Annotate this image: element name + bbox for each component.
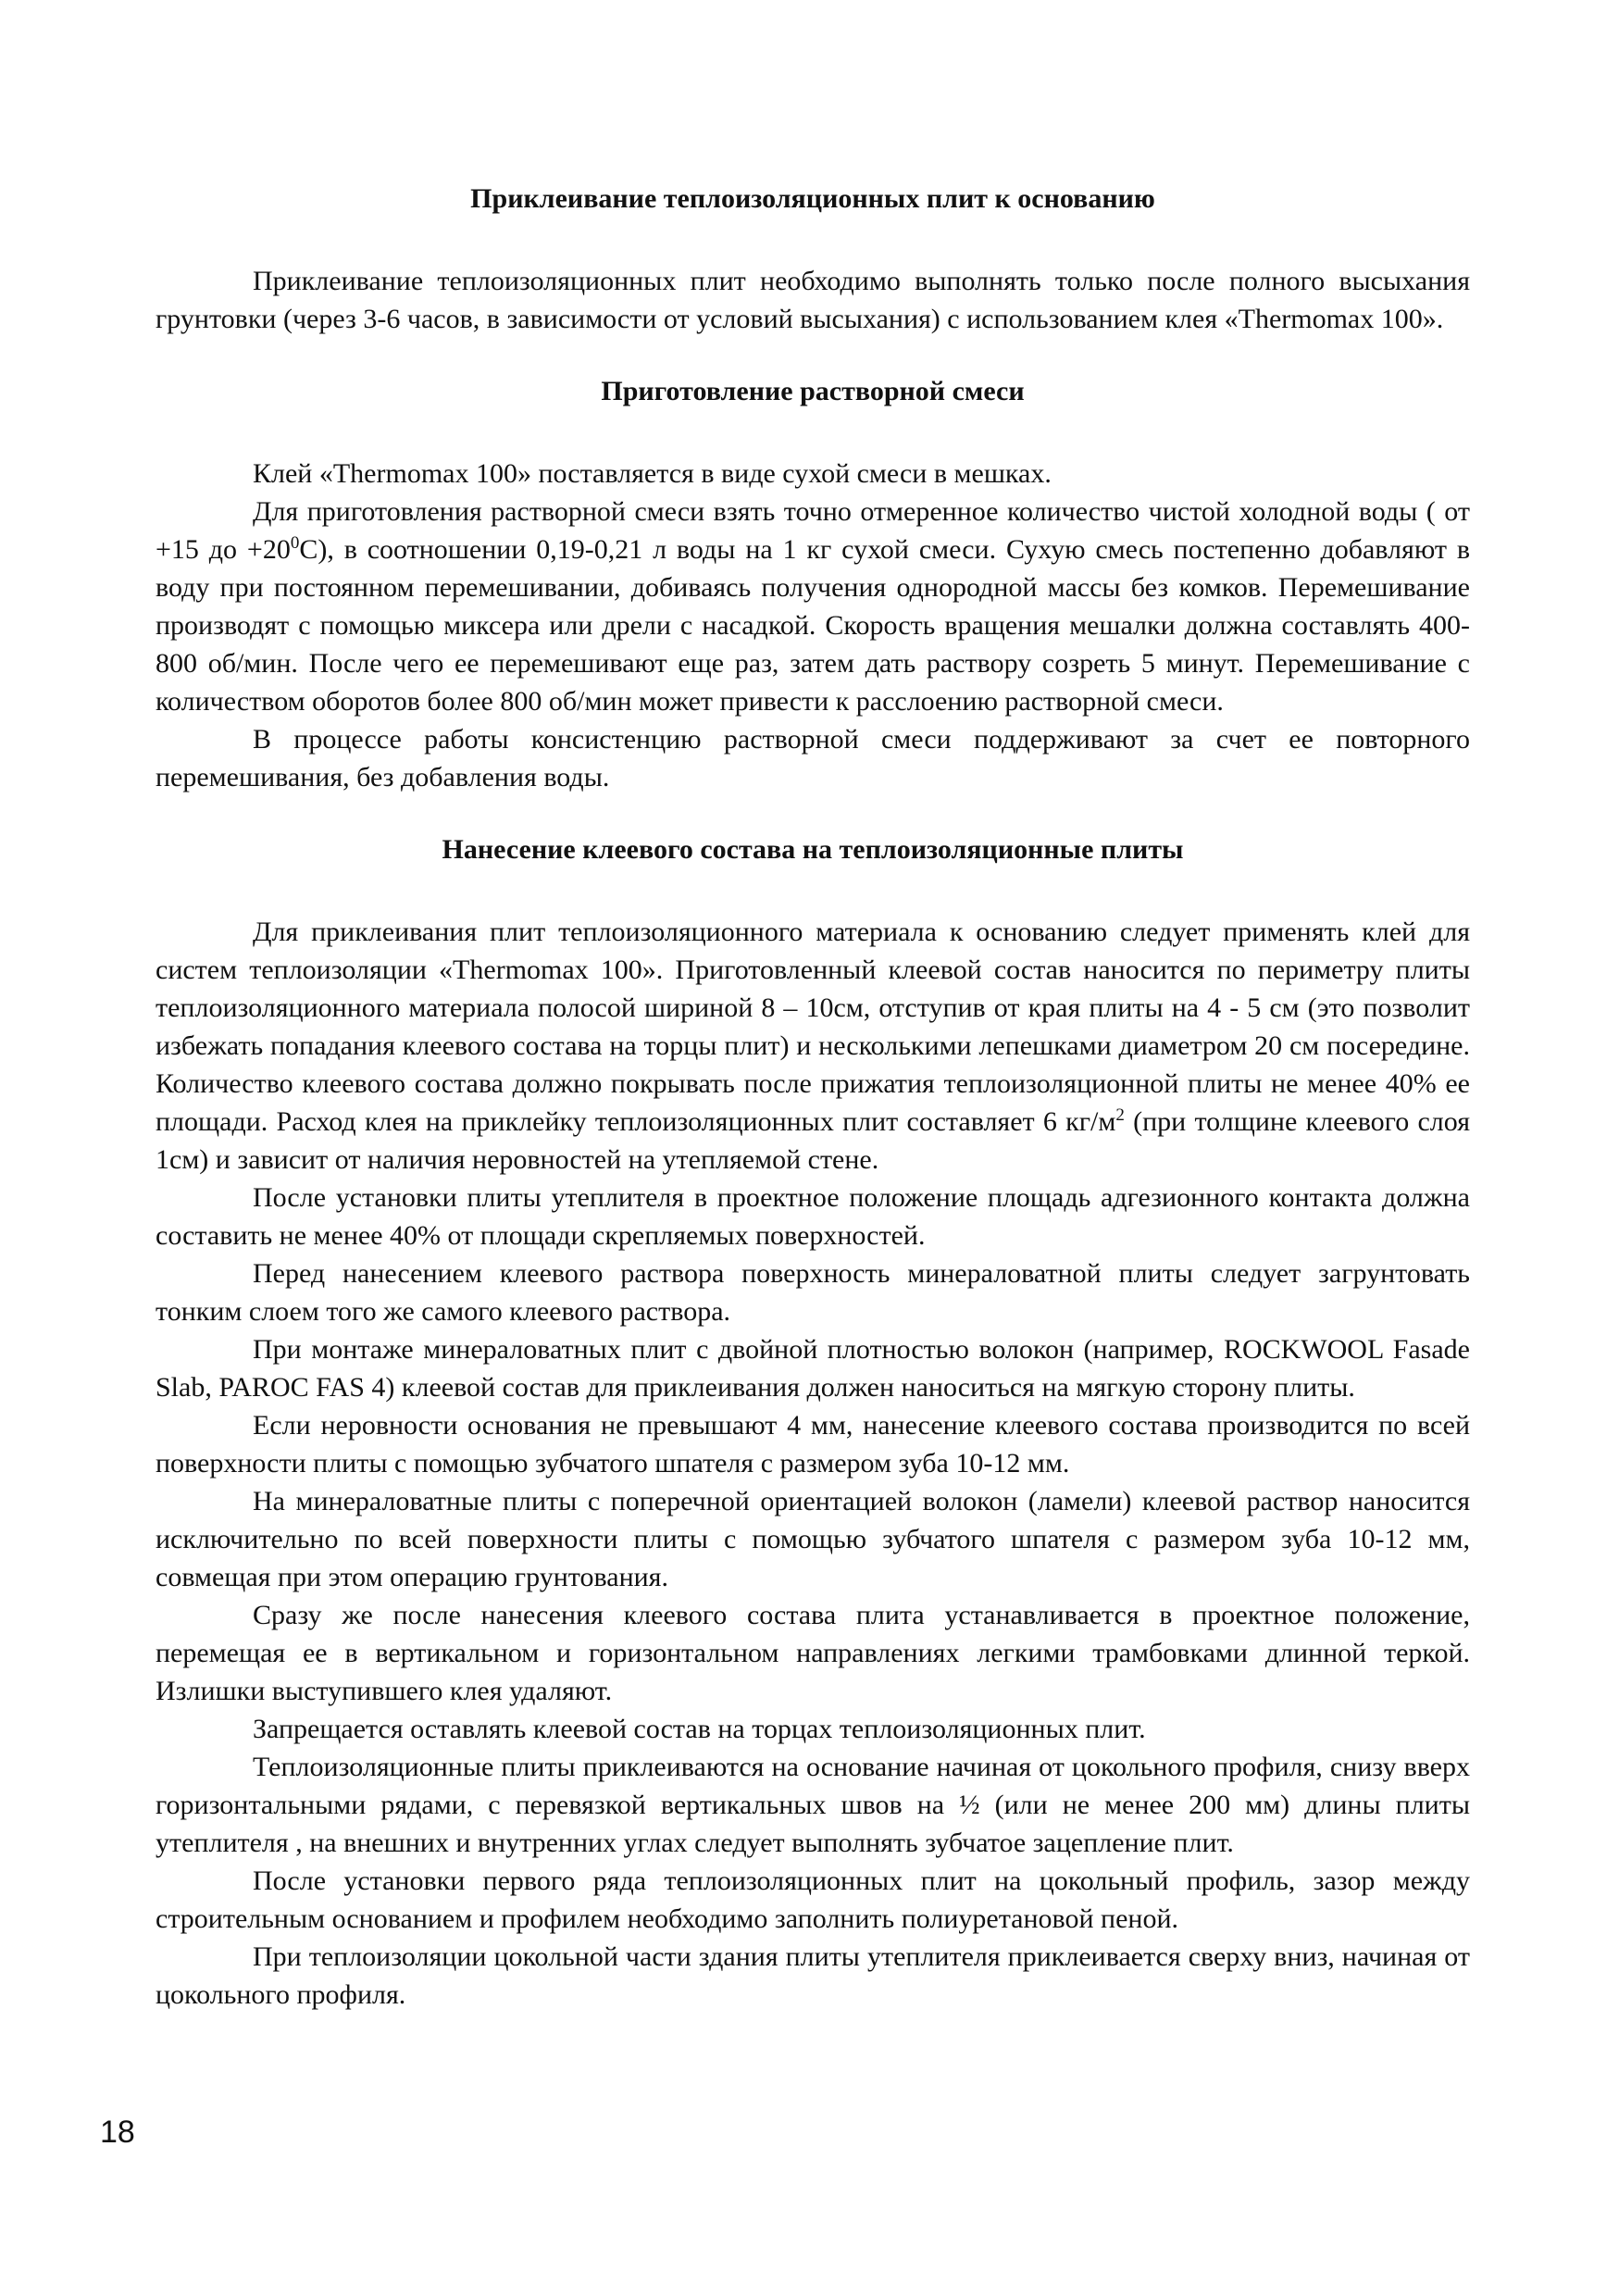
paragraph: Клей «Thermomax 100» поставляется в виде сухой смеси в мешках.	[253, 458, 1052, 489]
paragraph: В процессе работы консистенцию растворной смеси поддерживают за счет ее повторного перемешивания, без добавления воды.	[156, 724, 1470, 792]
paragraph: Если неровности основания не превышают 4 мм, нанесение клеевого состава производится по всей поверхности плиты с помощью зубчатого шпателя с размером зуба 10-12 мм.	[156, 1410, 1470, 1479]
paragraph-text: С), в соотношении 0,19-0,21 л воды на 1 кг сухой смеси. Сухую смесь постепенно добавляют в воду при постоянном перемешивании, добиваясь получения однородной массы без комков. Перемешивание производят с помощью миксера или дрели с насадкой. Скорость вращения мешалки должна составлять 400-800 об/мин. После чего ее перемешивают еще раз, затем дать раствору созреть 5 минут. Перемешивание с количеством оборотов более 800 об/мин может привести к расслоению растворной смеси.	[156, 534, 1470, 717]
paragraph: После установки первого ряда теплоизоляционных плит на цокольный профиль, зазор между строительным основанием и профилем необходимо заполнить полиуретановой пеной.	[156, 1866, 1470, 1934]
section-title-gluing: Приклеивание теплоизоляционных плит к основанию	[470, 183, 1155, 214]
paragraph: Перед нанесением клеевого раствора поверхность минераловатной плиты следует загрунтовать тонким слоем того же самого клеевого раствора.	[156, 1258, 1470, 1327]
superscript: 0	[290, 533, 300, 553]
document-page	[156, 181, 1470, 2014]
paragraph: При теплоизоляции цокольной части здания плиты утеплителя приклеивается сверху вниз, начиная от цокольного профиля.	[156, 1941, 1470, 2010]
paragraph-text: Для приготовления растворной смеси взять точно отмеренное количество чистой холодной воды ( от +15 до +20	[156, 496, 1470, 565]
paragraph: Сразу же после нанесения клеевого состава плита устанавливается в проектное положение, перемещая ее в вертикальном и горизонтальном направлениях легкими трамбовками длинной теркой. Излишки выступившего клея удаляют.	[156, 1600, 1470, 1706]
section-title-mixture: Приготовление растворной смеси	[601, 376, 1025, 406]
page-number: 18	[100, 2115, 135, 2150]
paragraph: Приклеивание теплоизоляционных плит необходимо выполнять только после полного высыхания грунтовки (через 3-6 часов, в зависимости от условий высыхания) с использованием клея «Thermomax 100».	[156, 266, 1470, 334]
paragraph: После установки плиты утеплителя в проектное положение площадь адгезионного контакта должна составить не менее 40% от площади скрепляемых поверхностей.	[156, 1182, 1470, 1251]
paragraph-text: (при толщине клеевого слоя 1см) и зависит от наличия неровностей на утепляемой стене.	[156, 1106, 1470, 1175]
paragraph	[156, 493, 1470, 720]
section-title-adhesive-application: Нанесение клеевого состава на теплоизоляционные плиты	[442, 834, 1184, 865]
paragraph: Запрещается оставлять клеевой состав на торцах теплоизоляционных плит.	[253, 1714, 1146, 1744]
paragraph: Теплоизоляционные плиты приклеиваются на основание начиная от цокольного профиля, снизу вверх горизонтальными рядами, с перевязкой вертикальных швов на ½ (или не менее 200 мм) длины плиты утеплителя , на внешних и внутренних углах следует выполнять зубчатое зацепление плит.	[156, 1752, 1470, 1858]
paragraph: При монтаже минераловатных плит с двойной плотностью волокон (например, ROCKWOOL Fasade Slab, PAROC FAS 4) клеевой состав для приклеивания должен наноситься на мягкую сторону плиты.	[156, 1334, 1470, 1403]
paragraph-text: Для приклеивания плит теплоизоляционного материала к основанию следует применять клей для систем теплоизоляции «Thermomax 100». Приготовленный клеевой состав наносится по периметру плиты теплоизоляционного материала полосой шириной 8 – 10см, отступив от края плиты на 4 - 5 см (это позволит избежать попадания клеевого состава на торцы плит) и несколькими лепешками диаметром 20 см посередине. Количество клеевого состава должно покрывать после прижатия теплоизоляционной плиты не менее 40% ее площади. Расход клея на приклейку теплоизоляционных плит составляет 6 кг/м	[156, 917, 1470, 1137]
paragraph	[156, 913, 1470, 1179]
superscript: 2	[1115, 1105, 1125, 1125]
paragraph: На минераловатные плиты с поперечной ориентацией волокон (ламели) клеевой раствор наносится исключительно по всей поверхности плиты с помощью зубчатого шпателя с размером зуба 10-12 мм, совмещая при этом операцию грунтования.	[156, 1486, 1470, 1592]
